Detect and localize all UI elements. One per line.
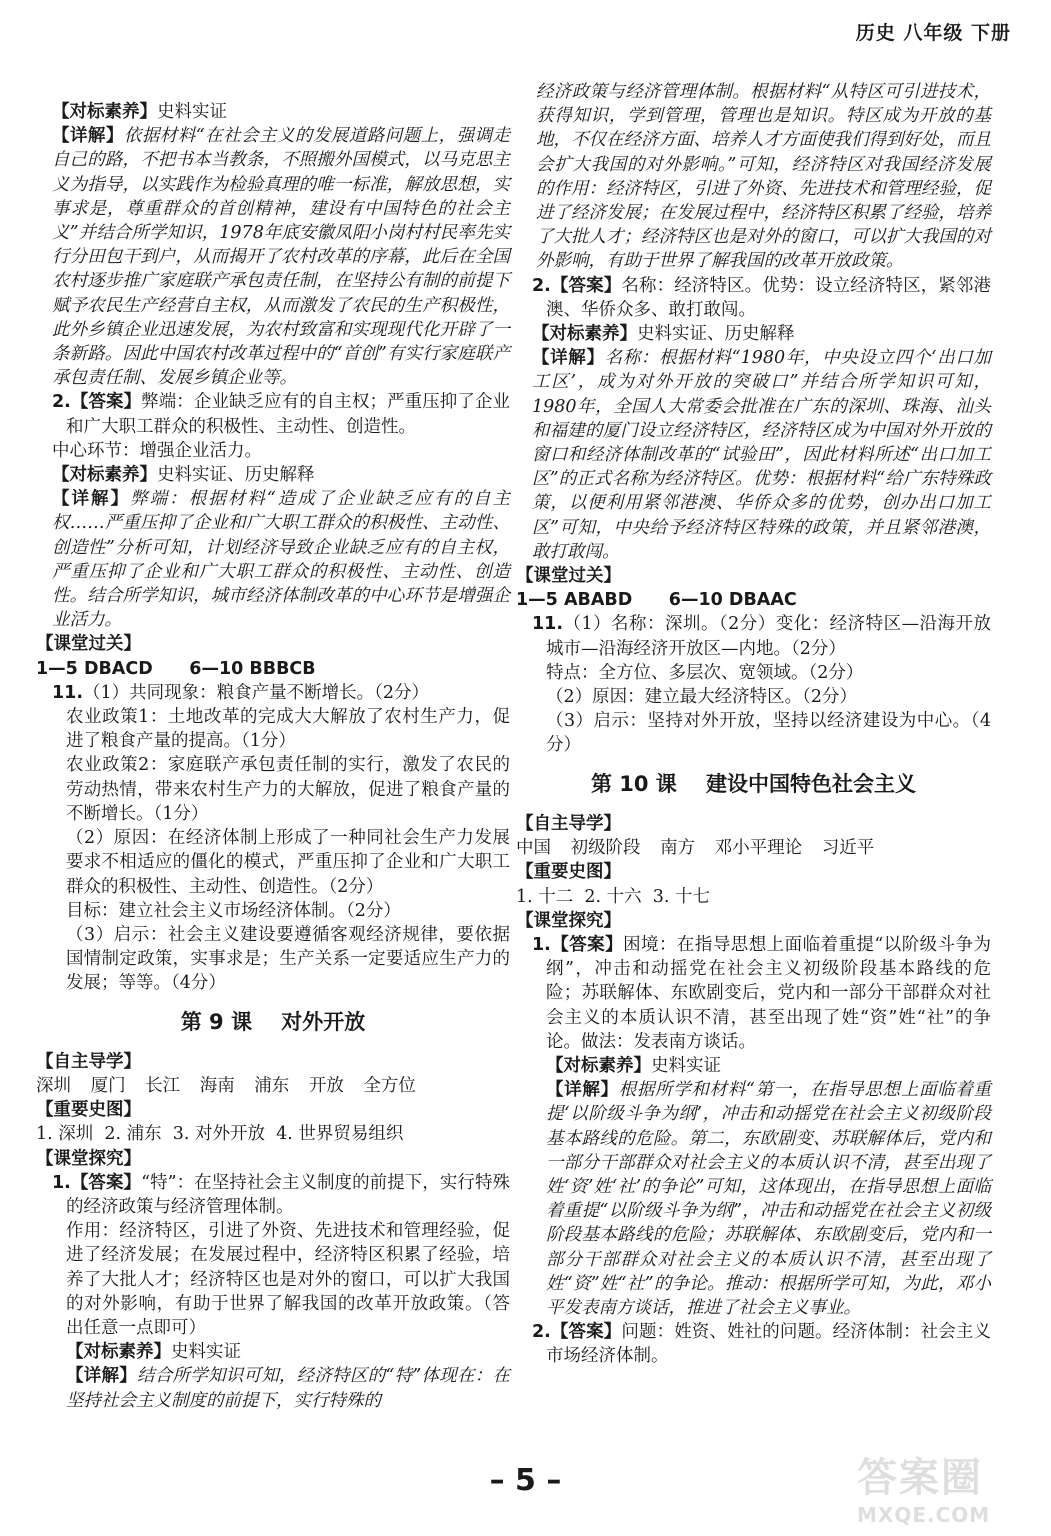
block: 11.（1）名称：深圳。（2分）变化：经济特区—沿海开放城市—沿海经济开放区—内地。（2分） xyxy=(532,614,991,659)
page-number: – 5 – xyxy=(489,1463,562,1498)
answer-key: 1—5 DBACD 6—10 BBBCB xyxy=(36,658,316,679)
section-label: 【自主导学】 xyxy=(516,813,621,834)
block: 【对标素养】史料实证 xyxy=(66,1342,241,1363)
watermark-text: 答案圈 xyxy=(857,1455,983,1501)
block: 农业政策2：家庭联产承包责任制的实行，激发了农民的劳动热情，带来农村生产力的大解放，促进了粮食产量的不断增长。（1分） xyxy=(66,755,510,824)
answer-key: 1—5 ABABD 6—10 DBAAC xyxy=(516,590,797,611)
section-label: 【自主导学】 xyxy=(36,1051,141,1072)
block: 1.【答案】困境：在指导思想上面临着重提“以阶级斗争为纲”，冲击和动摇党在社会主义初级阶段基本路线的危险；苏联解体、东欧剧变后，党内和一部分干部群众对社会主义的本质认识不清，甚至出现了姓“资”姓“社”的争论。做法：发表南方谈话。 xyxy=(532,934,991,1052)
block: 经济政策与经济管理体制。根据材料“从特区可引进技术，获得知识，学到管理，管理也是知识。特区成为开放的基地，不仅在经济方面、培养人才方面使我们得到好处，而且会扩大我国的对外影响。”可知，经济特区对我国经济发展的作用：经济特区，引进了外资、先进技术和管理经验，促进了经济发展；在发展过程中，经济特区积累了经验，培养了大批人才；经济特区也是对外的窗口，可以扩大我国的对外影响，有助于世界了解我国的改革开放政策。 xyxy=(536,82,991,272)
page-header: 历史 八年级 下册 xyxy=(855,22,1011,44)
block: 【对标素养】史料实证 xyxy=(52,102,227,122)
block: 作用：经济特区，引进了外资、先进技术和管理经验，促进了经济发展；在发展过程中，经济特区积累了经验，培养了大批人才；经济特区也是对外的窗口，可以扩大我国的对外影响，有助于世界了解我国的改革开放政策。（答出任意一点即可） xyxy=(66,1221,510,1338)
block: 【详解】依据材料“在社会主义的发展道路问题上，强调走自己的路，不把书本当教条，不照搬外国模式，以马克思主义为指导，以实践作为检验真理的唯一标准，解放思想，实事求是，尊重群众的首创精神，建设有中国特色的社会主义”并结合所学知识，1978年底安徽凤阳小岗村村民率先实行分田包干到户，从而揭开了农村改革的序幕，此后在全国农村逐步推广家庭联产承包责任制，在坚持公有制的前提下赋予农民生产经营自主权，从而激发了农民的生产积极性，此外乡镇企业迅速发展，为农村致富和实现现代化开辟了一条新路。因此中国农村改革过程中的“首创”有实行家庭联产承包责任制、发展乡镇企业等。 xyxy=(52,126,511,389)
block: 1.【答案】“特”：在坚持社会主义制度的前提下，实行特殊的经济政策与经济管理体制。 xyxy=(52,1172,510,1217)
block: 特点：全方位、多层次、宽领域。（2分） xyxy=(546,662,864,683)
block: 目标：建立社会主义市场经济体制。（2分） xyxy=(66,900,401,921)
block: 2.【答案】名称：经济特区。优势：设立经济特区，紧邻港澳、华侨众多、敢打敢闯。 xyxy=(532,275,992,320)
block: 【详解】结合所学知识可知，经济特区的“特”体现在：在坚持社会主义制度的前提下，实行特殊的 xyxy=(66,1366,510,1411)
block: 【对标素养】史料实证 xyxy=(546,1055,721,1076)
block: 【对标素养】史料实证、历史解释 xyxy=(532,324,795,345)
block: （3）启示：坚持对外开放，坚持以经济建设为中心。（4分） xyxy=(546,711,991,756)
block: （2）原因：建立最大经济特区。（2分） xyxy=(546,687,858,708)
section-label: 【课堂过关】 xyxy=(516,566,621,587)
answer-key: 1. 深圳 2. 浦东 3. 对外开放 4. 世界贸易组织 xyxy=(36,1124,404,1145)
right-column xyxy=(516,80,991,1369)
keywords: 中国 初级阶段 南方 邓小平理论 习近平 xyxy=(516,838,875,859)
block: 农业政策1：土地改革的完成大大解放了农村生产力，促进了粮食产量的提高。（1分） xyxy=(66,707,510,752)
section-label: 【课堂探究】 xyxy=(516,910,621,931)
watermark-logo xyxy=(857,1446,1027,1526)
block: 11.（1）共同现象：粮食产量不断增长。（2分） xyxy=(52,682,430,703)
section-label: 【课堂过关】 xyxy=(36,634,141,655)
answer-key: 1. 十二 2. 十六 3. 十七 xyxy=(516,886,711,907)
watermark-url: MXQE.COM xyxy=(857,1503,991,1527)
block: 【详解】根据所学和材料“第一，在指导思想上面临着重提‘以阶级斗争为纲’，冲击和动摇党在社会主义初级阶段基本路线的危险。第二，东欧剧变、苏联解体后，党内和一部分干部群众对社会主义的本质认识不清，甚至出现了姓‘资’姓‘社’的争论”可知，这体现出，在指导思想上面临着重提“以阶级斗争为纲”，冲击和动摇党在社会主义初级阶段基本路线的危险；苏联解体、东欧剧变后，党内和一部分干部群众对社会主义的本质认识不清，甚至出现了姓“资”姓“社”的争论。推动：根据所学可知，为此，邓小平发表南方谈话，推进了社会主义事业。 xyxy=(546,1080,992,1318)
section-label: 【课堂探究】 xyxy=(36,1148,141,1169)
section-label: 【重要史图】 xyxy=(516,862,621,883)
lesson-title: 第 9 课 对外开放 xyxy=(180,1009,366,1034)
block: （2）原因：在经济体制上形成了一种同社会生产力发展要求不相适应的僵化的模式，严重压抑了企业和广大职工群众的积极性、主动性、创造性。（2分） xyxy=(66,828,510,897)
block: 【对标素养】史料实证、历史解释 xyxy=(52,465,315,486)
block: （3）启示：社会主义建设要遵循客观经济规律，要依据国情制定政策，实事求是；生产关系一定要适应生产力的发展；等等。（4分） xyxy=(66,924,510,994)
lesson-title: 第 10 课 建设中国特色社会主义 xyxy=(590,771,917,796)
block: 中心环节：增强企业活力。 xyxy=(52,440,262,461)
block: 2.【答案】弊端：企业缺乏应有的自主权；严重压抑了企业和广大职工群众的积极性、主动性、创造性。 xyxy=(52,392,511,437)
block: 【详解】名称：根据材料“1980年，中央设立四个‘出口加工区’，成为对外开放的突破口”并结合所学知识可知，1980年，全国人大常委会批准在广东的深圳、珠海、汕头和福建的厦门设立经济特区，经济特区成为中国对外开放的窗口和经济体制改革的“试验田”，因此材料所述“出口加工区”的正式名称为经济特区。优势：根据材料“给广东特殊政策，以便利用紧邻港澳、华侨众多的优势，创办出口加工区”可知，中央给予经济特区特殊的政策，并且紧邻港澳，敢打敢闯。 xyxy=(532,348,992,562)
keywords: 深圳 厦门 长江 海南 浦东 开放 全方位 xyxy=(36,1075,416,1096)
block: 【详解】弊端：根据材料“造成了企业缺乏应有的自主权……严重压抑了企业和广大职工群众的积极性、主动性、创造性”分析可知，计划经济导致企业缺乏应有的自主权，严重压抑了企业和广大职工群众的积极性、主动性、创造性。结合所学知识，城市经济体制改革的中心环节是增强企业活力。 xyxy=(52,489,511,631)
block: 2.【答案】问题：姓资、姓社的问题。经济体制：社会主义市场经济体制。 xyxy=(532,1322,992,1367)
left-column xyxy=(36,100,510,1413)
section-label: 【重要史图】 xyxy=(36,1100,141,1121)
